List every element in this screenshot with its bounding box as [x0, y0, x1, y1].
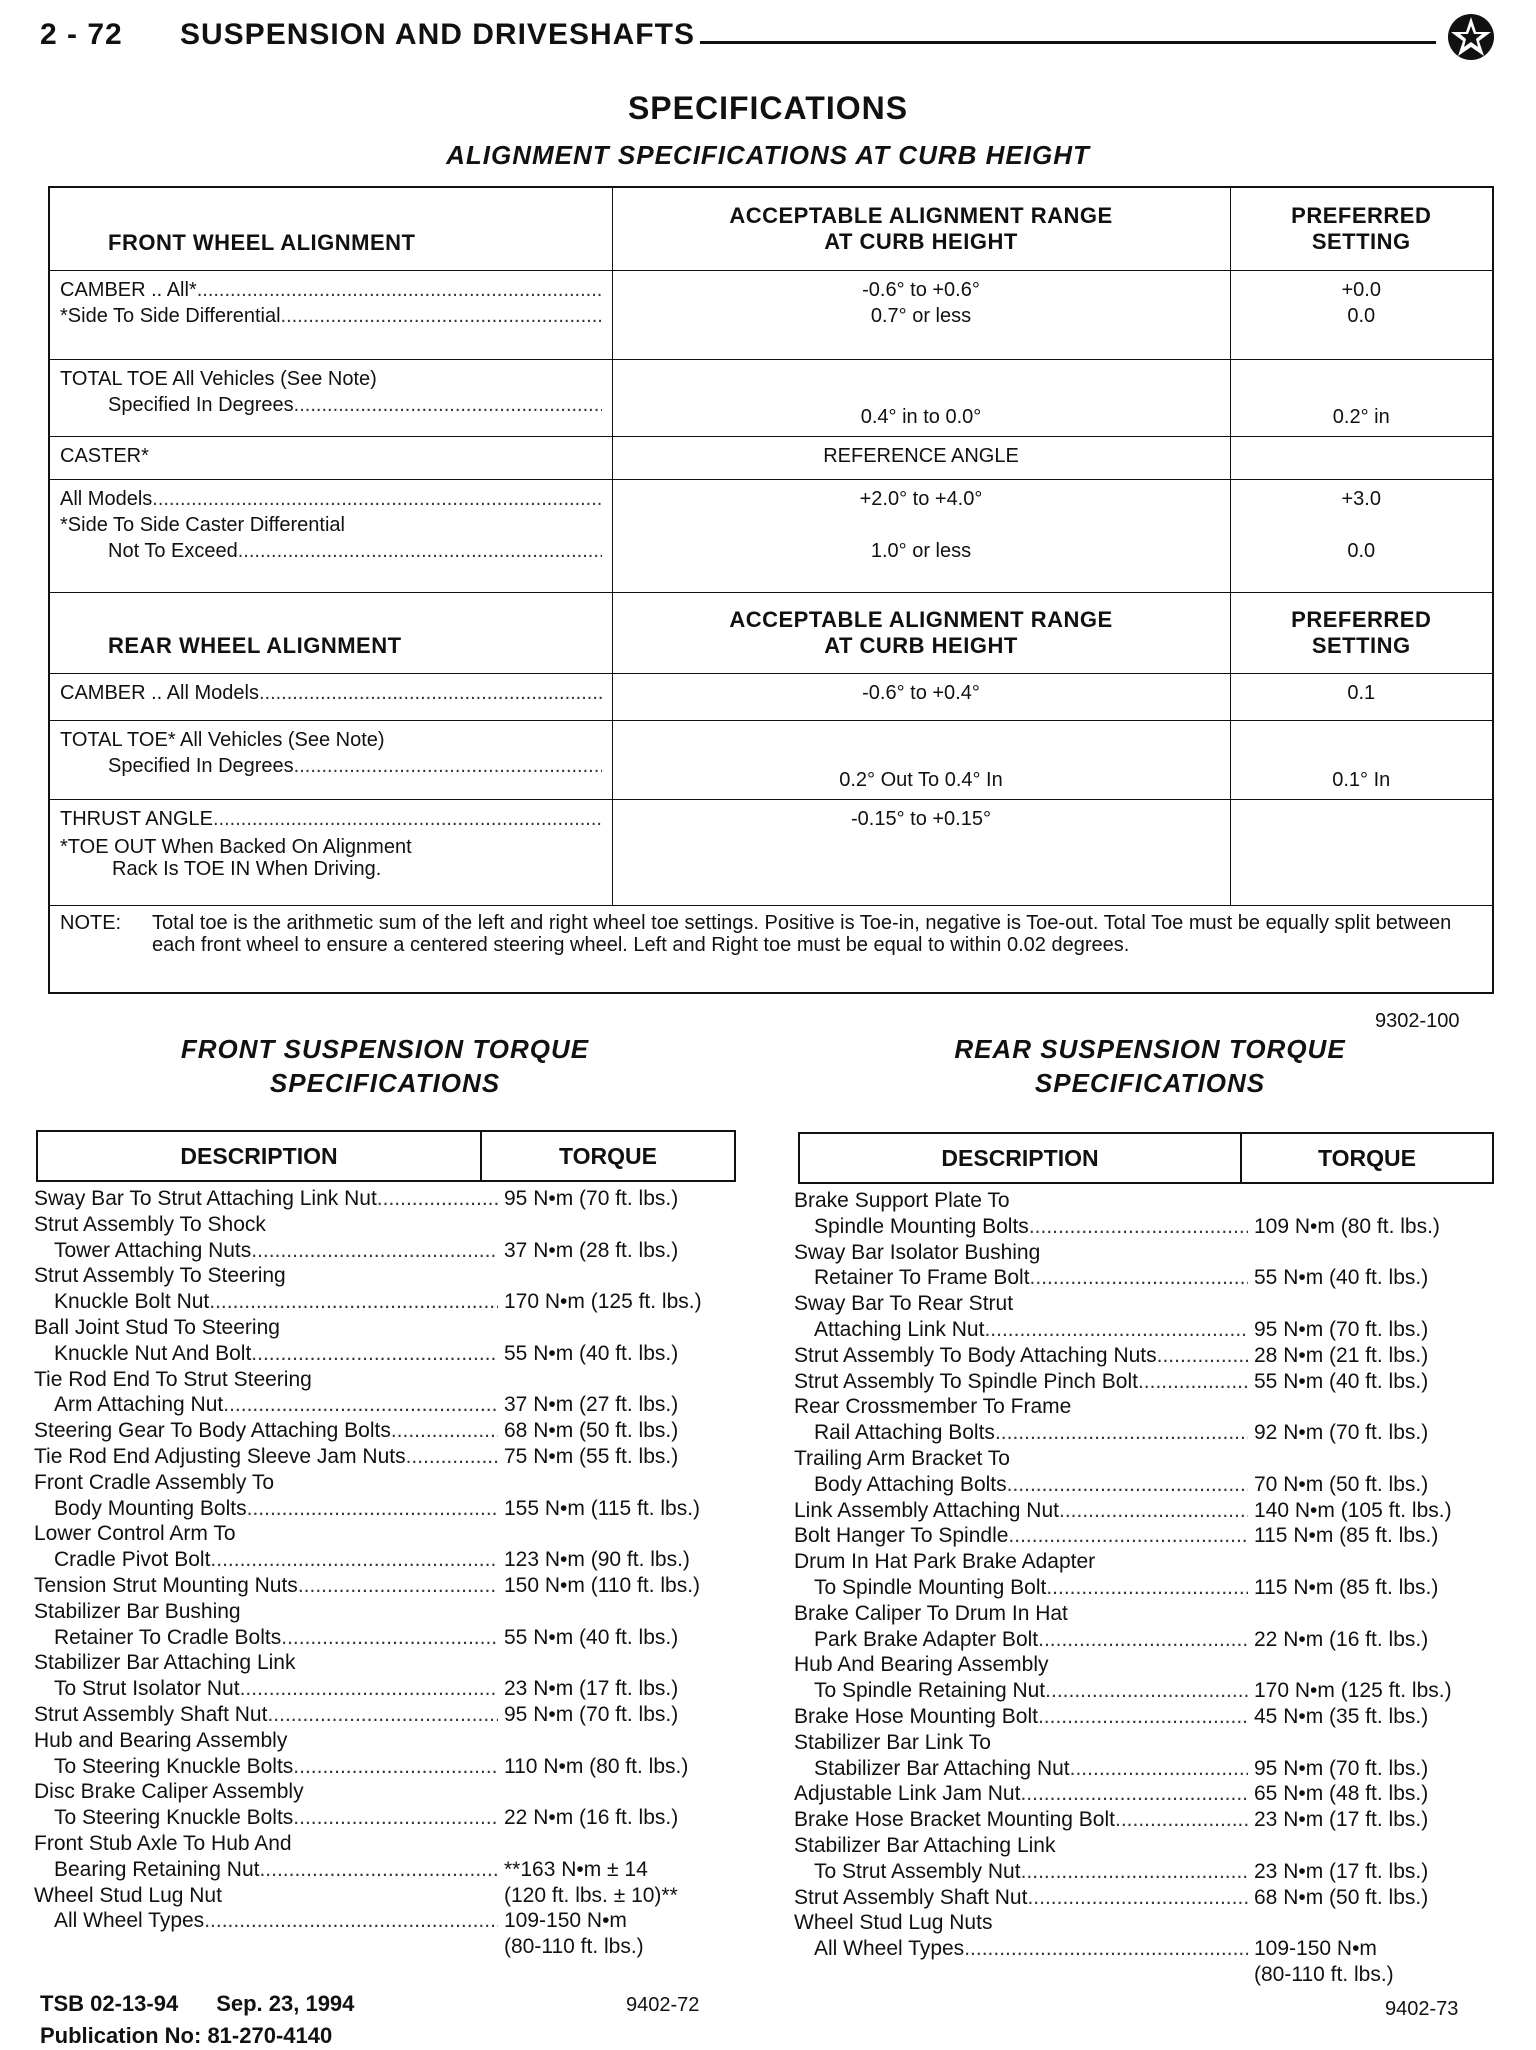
torque-row — [34, 1418, 734, 1444]
torque-description: All Wheel Types — [814, 1937, 965, 1961]
header-rule — [700, 41, 1436, 44]
torque-value: (120 ft. lbs. ± 10)** — [504, 1883, 678, 1907]
rear-figure-id: 9402-73 — [1385, 1998, 1459, 2020]
torque-row — [794, 1730, 1484, 1756]
torque-description: Steering Gear To Body Attaching Bolts — [34, 1419, 391, 1443]
specifications-title: SPECIFICATIONS — [627, 90, 909, 126]
torque-value — [1248, 1240, 1484, 1266]
rear-torque-title-line1: REAR SUSPENSION TORQUE — [954, 1034, 1346, 1064]
publication-number: Publication No: 81-270-4140 — [40, 2023, 333, 2048]
front-range-line1: ACCEPTABLE ALIGNMENT RANGE — [729, 202, 1113, 228]
toe-in-note: Rack Is TOE IN When Driving. — [112, 858, 382, 881]
rear-torque-header — [798, 1132, 1494, 1184]
torque-description: Hub And Bearing Assembly — [794, 1653, 1049, 1677]
torque-row — [794, 1446, 1484, 1472]
torque-value: 109-150 N•m — [1254, 1937, 1377, 1961]
torque-value — [1248, 1652, 1484, 1678]
front-header-row — [49, 187, 1493, 270]
torque-description: Stabilizer Bar Attaching Link — [34, 1651, 296, 1675]
torque-description: To Spindle Retaining Nut — [814, 1679, 1046, 1703]
torque-value — [1248, 1601, 1484, 1627]
front-camber-range: -0.6° to +0.6° — [862, 278, 980, 301]
torque-value — [498, 1728, 734, 1754]
torque-value: 23 N•m (17 ft. lbs.) — [504, 1677, 679, 1701]
torque-value — [498, 1650, 734, 1676]
torque-description: Brake Support Plate To — [794, 1189, 1010, 1212]
torque-row — [34, 1341, 734, 1367]
torque-row — [794, 1369, 1484, 1395]
front-col-torque: TORQUE — [559, 1142, 657, 1169]
torque-value — [1248, 1833, 1484, 1859]
torque-row — [34, 1392, 734, 1418]
front-torque-list — [34, 1186, 734, 1960]
caster-diff-label: *Side To Side Caster Differential — [60, 514, 345, 537]
rear-torque-title — [800, 1032, 1500, 1100]
torque-description: Rear Crossmember To Frame — [794, 1395, 1072, 1419]
torque-description: Tie Rod End Adjusting Sleeve Jam Nuts — [34, 1444, 406, 1468]
rear-toe-label: TOTAL TOE* All Vehicles (See Note) — [60, 729, 385, 752]
torque-row — [794, 1188, 1484, 1214]
front-pref-line2: SETTING — [1311, 228, 1411, 254]
torque-description: Spindle Mounting Bolts — [814, 1214, 1029, 1238]
torque-value: 22 N•m (16 ft. lbs.) — [504, 1806, 679, 1830]
torque-row — [34, 1315, 734, 1341]
torque-description: Bolt Hanger To Spindle — [794, 1524, 1009, 1548]
torque-description: Strut Assembly To Spindle Pinch Bolt — [794, 1369, 1138, 1393]
torque-description: Tie Rod End To Strut Steering — [34, 1367, 312, 1391]
front-header-range — [612, 187, 1230, 270]
note-row — [49, 906, 1493, 993]
torque-row — [34, 1728, 734, 1754]
torque-value: 23 N•m (17 ft. lbs.) — [1254, 1859, 1429, 1883]
torque-description: Tower Attaching Nuts — [54, 1238, 252, 1262]
rear-camber-pref: 0.1 — [1347, 681, 1376, 704]
caster-label: CASTER* — [60, 444, 149, 467]
torque-value: 109-150 N•m — [504, 1909, 627, 1933]
torque-value: 70 N•m (50 ft. lbs.) — [1254, 1472, 1429, 1496]
front-torque-title-line1: FRONT SUSPENSION TORQUE — [180, 1034, 590, 1064]
torque-description: Strut Assembly Shaft Nut — [794, 1885, 1028, 1909]
torque-description: Retainer To Cradle Bolts — [54, 1625, 282, 1649]
torque-description: Tension Strut Mounting Nuts — [34, 1573, 298, 1597]
torque-value — [1248, 1394, 1484, 1420]
torque-description: Brake Hose Bracket Mounting Bolt — [794, 1808, 1115, 1832]
rear-pref-line2: SETTING — [1311, 632, 1411, 658]
torque-value — [498, 1599, 734, 1625]
torque-value — [1248, 1730, 1484, 1756]
front-toe-label: TOTAL TOE All Vehicles (See Note) — [60, 367, 377, 390]
torque-row — [794, 1627, 1484, 1653]
torque-row — [34, 1805, 734, 1831]
torque-description: All Wheel Types — [54, 1909, 205, 1933]
torque-row — [794, 1704, 1484, 1730]
torque-value — [498, 1831, 734, 1857]
caster-diff-range: 1.0° or less — [870, 540, 972, 563]
torque-value: 115 N•m (85 ft. lbs.) — [1254, 1524, 1439, 1548]
torque-description: Rail Attaching Bolts — [814, 1421, 995, 1445]
torque-row — [34, 1573, 734, 1599]
torque-row — [794, 1807, 1484, 1833]
torque-description: Link Assembly Attaching Nut — [794, 1498, 1059, 1522]
torque-row — [794, 1265, 1484, 1291]
torque-row — [794, 1317, 1484, 1343]
torque-description: Disc Brake Caliper Assembly — [34, 1780, 304, 1804]
torque-description: Drum In Hat Park Brake Adapter — [794, 1550, 1096, 1574]
torque-value: (80-110 ft. lbs.) — [1254, 1962, 1394, 1986]
torque-value: 150 N•m (110 ft. lbs.) — [504, 1573, 701, 1597]
rear-camber-label: CAMBER .. All Models — [60, 681, 259, 704]
caster-models-range: +2.0° to +4.0° — [859, 488, 983, 511]
torque-value: 110 N•m (80 ft. lbs.) — [504, 1754, 689, 1778]
torque-row — [34, 1857, 734, 1883]
torque-value — [1248, 1549, 1484, 1575]
front-toe-range: 0.4° in to 0.0° — [860, 405, 982, 428]
torque-row — [794, 1523, 1484, 1549]
thrust-range: -0.15° to +0.15° — [851, 808, 991, 831]
rear-torque-title-line2: SPECIFICATIONS — [1034, 1068, 1266, 1098]
thrust-row — [49, 800, 1493, 906]
torque-value: 37 N•m (27 ft. lbs.) — [504, 1393, 679, 1417]
torque-description: Bearing Retaining Nut — [54, 1857, 260, 1881]
rear-toe-sub-label: Specified In Degrees — [108, 755, 294, 778]
torque-value: 23 N•m (17 ft. lbs.) — [1254, 1808, 1429, 1832]
torque-value: 140 N•m (105 ft. lbs.) — [1254, 1498, 1452, 1522]
torque-description: Wheel Stud Lug Nut — [34, 1883, 222, 1907]
torque-row — [34, 1883, 734, 1909]
torque-description: Strut Assembly Shaft Nut — [34, 1702, 268, 1726]
torque-row — [34, 1831, 734, 1857]
torque-value: 92 N•m (70 ft. lbs.) — [1254, 1421, 1429, 1445]
torque-value: 95 N•m (70 ft. lbs.) — [504, 1702, 679, 1726]
torque-description: To Steering Knuckle Bolts — [54, 1754, 294, 1778]
rear-header-row — [49, 592, 1493, 673]
front-torque-title-line2: SPECIFICATIONS — [269, 1068, 501, 1098]
torque-row — [34, 1470, 734, 1496]
front-camber-diff-pref: 0.0 — [1347, 304, 1376, 327]
front-toe-pref: 0.2° in — [1332, 405, 1390, 428]
torque-description: Wheel Stud Lug Nuts — [794, 1911, 993, 1935]
torque-row — [794, 1549, 1484, 1575]
torque-description: Stabilizer Bar Attaching Nut — [814, 1756, 1070, 1780]
torque-description: Stabilizer Bar Link To — [794, 1730, 991, 1754]
note-text: Total toe is the arithmetic sum of the left and right wheel toe settings. Positive is Toe-in, negative is Toe-out. Total Toe must be equally split between each front wheel to ensure a centered steering wheel. Left and Right toe must be equal to within 0.02 degrees. — [152, 912, 1452, 957]
rear-header-range — [612, 592, 1230, 673]
torque-row — [34, 1186, 734, 1212]
torque-value: 37 N•m (28 ft. lbs.) — [504, 1238, 679, 1262]
torque-row — [34, 1521, 734, 1547]
torque-value: 123 N•m (90 ft. lbs.) — [504, 1548, 690, 1572]
torque-row — [794, 1678, 1484, 1704]
torque-row — [794, 1756, 1484, 1782]
alignment-figure-id: 9302-100 — [1375, 1010, 1460, 1032]
front-range-line2: AT CURB HEIGHT — [824, 228, 1018, 254]
front-pref-line1: PREFERRED — [1291, 202, 1432, 228]
torque-row — [34, 1650, 734, 1676]
torque-row — [794, 1472, 1484, 1498]
torque-row — [34, 1238, 734, 1264]
caster-models-row — [49, 480, 1493, 592]
torque-value — [498, 1263, 734, 1289]
page-number: 2 - 72 — [40, 18, 123, 51]
torque-description: Brake Hose Mounting Bolt — [794, 1704, 1038, 1728]
rear-range-line2: AT CURB HEIGHT — [824, 632, 1018, 658]
torque-description: To Spindle Mounting Bolt — [814, 1575, 1047, 1599]
page-footer — [40, 1988, 354, 2050]
torque-value: **163 N•m ± 14 — [504, 1857, 648, 1881]
torque-value: 55 N•m (40 ft. lbs.) — [504, 1341, 679, 1365]
front-camber-row — [49, 270, 1493, 359]
torque-value — [498, 1212, 734, 1238]
caster-models-label: All Models — [60, 488, 153, 511]
front-header-preferred — [1230, 187, 1493, 270]
torque-row — [34, 1367, 734, 1393]
torque-description: Sway Bar Isolator Bushing — [794, 1240, 1041, 1264]
torque-value: 22 N•m (16 ft. lbs.) — [1254, 1627, 1429, 1651]
note-label: NOTE: — [60, 912, 122, 935]
torque-description: Sway Bar To Rear Strut — [794, 1292, 1014, 1316]
torque-description: To Steering Knuckle Bolts — [54, 1806, 294, 1830]
torque-description: Ball Joint Stud To Steering — [34, 1315, 280, 1339]
torque-value — [498, 1521, 734, 1547]
tsb-date: Sep. 23, 1994 — [216, 1991, 355, 2016]
rear-toe-row — [49, 721, 1493, 800]
front-camber-diff-label: *Side To Side Differential — [60, 304, 281, 327]
caster-range: REFERENCE ANGLE — [823, 444, 1019, 467]
torque-value — [498, 1315, 734, 1341]
torque-row — [794, 1936, 1484, 1962]
torque-description: To Strut Isolator Nut — [54, 1677, 240, 1701]
torque-row — [794, 1652, 1484, 1678]
pentastar-logo-icon — [1446, 12, 1496, 62]
torque-value — [1248, 1910, 1484, 1936]
front-camber-pref: +0.0 — [1341, 278, 1381, 301]
torque-description: Arm Attaching Nut — [54, 1393, 224, 1417]
torque-value — [498, 1470, 734, 1496]
rear-torque-list — [794, 1188, 1484, 1988]
front-torque-header — [36, 1130, 736, 1182]
front-camber-label: CAMBER .. All* — [60, 278, 197, 301]
caster-diff-pref: 0.0 — [1347, 540, 1376, 563]
torque-value: 155 N•m (115 ft. lbs.) — [504, 1496, 701, 1520]
torque-row — [34, 1289, 734, 1315]
torque-description: Cradle Pivot Bolt — [54, 1548, 211, 1572]
torque-value: 95 N•m (70 ft. lbs.) — [1254, 1317, 1429, 1341]
torque-description: Body Mounting Bolts — [54, 1496, 247, 1520]
torque-row — [34, 1702, 734, 1728]
torque-value: 170 N•m (125 ft. lbs.) — [504, 1290, 702, 1314]
rear-col-description: DESCRIPTION — [800, 1134, 1242, 1182]
torque-description: Park Brake Adapter Bolt — [814, 1627, 1039, 1651]
torque-row — [34, 1547, 734, 1573]
torque-value — [1248, 1188, 1484, 1214]
torque-row — [794, 1291, 1484, 1317]
torque-value: 55 N•m (40 ft. lbs.) — [1254, 1266, 1429, 1290]
front-col-description: DESCRIPTION — [38, 1132, 482, 1180]
torque-row — [794, 1498, 1484, 1524]
caster-models-pref: +3.0 — [1341, 488, 1381, 511]
torque-value: 170 N•m (125 ft. lbs.) — [1254, 1679, 1452, 1703]
torque-row — [34, 1625, 734, 1651]
torque-row — [34, 1754, 734, 1780]
rear-header-description: REAR WHEEL ALIGNMENT — [49, 592, 612, 673]
torque-row — [794, 1833, 1484, 1859]
torque-value: 68 N•m (50 ft. lbs.) — [1254, 1885, 1429, 1909]
torque-row — [794, 1394, 1484, 1420]
torque-value: 28 N•m (21 ft. lbs.) — [1254, 1343, 1429, 1367]
torque-description: Trailing Arm Bracket To — [794, 1446, 1010, 1470]
torque-description: Attaching Link Nut — [814, 1317, 985, 1341]
torque-value: 95 N•m (70 ft. lbs.) — [504, 1187, 679, 1210]
torque-row — [34, 1676, 734, 1702]
torque-row — [794, 1859, 1484, 1885]
page-header — [40, 14, 1496, 64]
rear-header-preferred — [1230, 592, 1493, 673]
torque-description: Strut Assembly To Steering — [34, 1264, 286, 1288]
torque-value — [1248, 1291, 1484, 1317]
torque-row — [794, 1420, 1484, 1446]
rear-toe-pref: 0.1° In — [1332, 769, 1391, 792]
rear-camber-range: -0.6° to +0.4° — [862, 681, 980, 704]
torque-description: Strut Assembly To Shock — [34, 1212, 266, 1236]
section-title: SUSPENSION AND DRIVESHAFTS — [180, 18, 695, 51]
torque-row — [794, 1575, 1484, 1601]
torque-description: Sway Bar To Strut Attaching Link Nut — [34, 1187, 377, 1210]
torque-row — [34, 1212, 734, 1238]
rear-range-line1: ACCEPTABLE ALIGNMENT RANGE — [729, 606, 1113, 632]
torque-description: Strut Assembly To Body Attaching Nuts — [794, 1343, 1157, 1367]
torque-value: 115 N•m (85 ft. lbs.) — [1254, 1575, 1439, 1599]
alignment-table — [48, 186, 1494, 994]
torque-value: (80-110 ft. lbs.) — [504, 1935, 644, 1959]
torque-description: Retainer To Frame Bolt — [814, 1266, 1030, 1290]
torque-description: Knuckle Bolt Nut — [54, 1290, 210, 1314]
torque-row — [34, 1908, 734, 1934]
torque-row — [34, 1496, 734, 1522]
torque-row — [34, 1934, 734, 1960]
torque-row — [34, 1779, 734, 1805]
toe-out-note: *TOE OUT When Backed On Alignment — [60, 836, 412, 859]
thrust-label: THRUST ANGLE — [60, 808, 213, 831]
caster-row — [49, 436, 1493, 480]
torque-value: 55 N•m (40 ft. lbs.) — [1254, 1369, 1429, 1393]
front-toe-row — [49, 359, 1493, 436]
torque-description: Stabilizer Bar Bushing — [34, 1599, 241, 1623]
torque-row — [34, 1263, 734, 1289]
torque-value: 68 N•m (50 ft. lbs.) — [504, 1419, 679, 1443]
torque-value: 75 N•m (55 ft. lbs.) — [504, 1444, 679, 1468]
torque-row — [794, 1240, 1484, 1266]
front-torque-title — [30, 1032, 740, 1100]
rear-col-torque: TORQUE — [1318, 1144, 1416, 1171]
torque-description: Front Cradle Assembly To — [34, 1470, 275, 1494]
front-camber-diff-range: 0.7° or less — [870, 304, 972, 327]
torque-row — [794, 1214, 1484, 1240]
rear-pref-line1: PREFERRED — [1291, 606, 1432, 632]
torque-row — [34, 1444, 734, 1470]
front-toe-sub-label: Specified In Degrees — [108, 393, 294, 416]
torque-row — [794, 1601, 1484, 1627]
torque-description: Knuckle Nut And Bolt — [54, 1341, 252, 1365]
torque-value — [1248, 1446, 1484, 1472]
front-figure-id: 9402-72 — [626, 1994, 700, 2016]
torque-description: Brake Caliper To Drum In Hat — [794, 1601, 1068, 1625]
torque-value: 109 N•m (80 ft. lbs.) — [1254, 1214, 1440, 1238]
torque-row — [794, 1962, 1484, 1988]
torque-value: 45 N•m (35 ft. lbs.) — [1254, 1704, 1429, 1728]
torque-row — [794, 1910, 1484, 1936]
caster-exceed-label: Not To Exceed — [108, 540, 238, 563]
torque-description: Front Stub Axle To Hub And — [34, 1831, 292, 1855]
front-header-description: FRONT WHEEL ALIGNMENT — [49, 187, 612, 270]
torque-row — [794, 1781, 1484, 1807]
torque-description: Adjustable Link Jam Nut — [794, 1782, 1021, 1806]
torque-row — [34, 1599, 734, 1625]
torque-description: Hub and Bearing Assembly — [34, 1728, 288, 1752]
torque-description: Lower Control Arm To — [34, 1522, 236, 1546]
torque-description: Stabilizer Bar Attaching Link — [794, 1833, 1056, 1857]
alignment-title: ALIGNMENT SPECIFICATIONS AT CURB HEIGHT — [446, 140, 1090, 170]
rear-camber-row — [49, 673, 1493, 721]
torque-row — [794, 1343, 1484, 1369]
torque-description: To Strut Assembly Nut — [814, 1859, 1021, 1883]
torque-description: Body Attaching Bolts — [814, 1472, 1007, 1496]
torque-value — [498, 1779, 734, 1805]
torque-value: 65 N•m (48 ft. lbs.) — [1254, 1782, 1429, 1806]
torque-row — [794, 1885, 1484, 1911]
rear-toe-range: 0.2° Out To 0.4° In — [839, 769, 1003, 792]
torque-value: 95 N•m (70 ft. lbs.) — [1254, 1756, 1429, 1780]
tsb-number: TSB 02-13-94 — [40, 1991, 179, 2016]
torque-value — [498, 1367, 734, 1393]
torque-value: 55 N•m (40 ft. lbs.) — [504, 1625, 679, 1649]
